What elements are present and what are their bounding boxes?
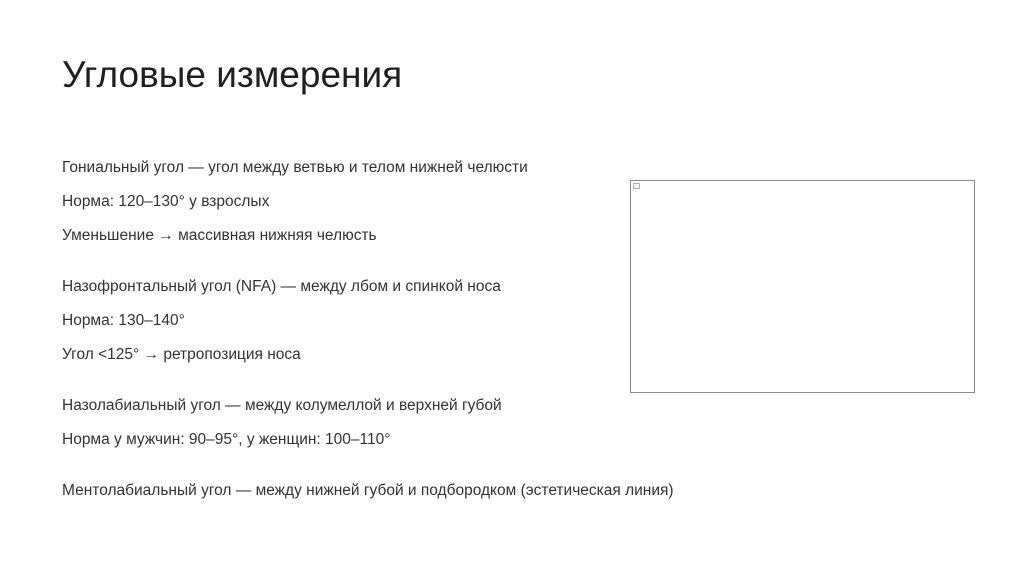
text-line: Норма: 130–140° [62,312,185,329]
text-line: Норма у мужчин: 90–95°, у женщин: 100–110° [62,431,391,448]
text-line: Норма: 120–130° у взрослых [62,193,270,210]
image-placeholder [630,180,975,393]
text-line: Назофронтальный угол (NFA) — между лбом и спинкой носа [62,278,501,295]
text-line: Ментолабиальный угол — между нижней губой и подбородком (эстетическая линия) [62,482,674,499]
broken-image-icon [633,183,640,189]
paragraph-gap [62,372,622,389]
text-line: Уменьшение → массивная нижняя челюсть [62,227,377,244]
slide-title: Угловые измерения [62,54,403,95]
text-line: Гониальный угол — угол между ветвью и телом нижней челюсти [62,159,528,176]
paragraph-gap [62,457,622,474]
text-line: Назолабиальный угол — между колумеллой и верхней губой [62,397,502,414]
text-line: Угол <125° → ретропозиция носа [62,346,301,363]
paragraph-gap [62,253,622,270]
slide-body [62,151,674,508]
